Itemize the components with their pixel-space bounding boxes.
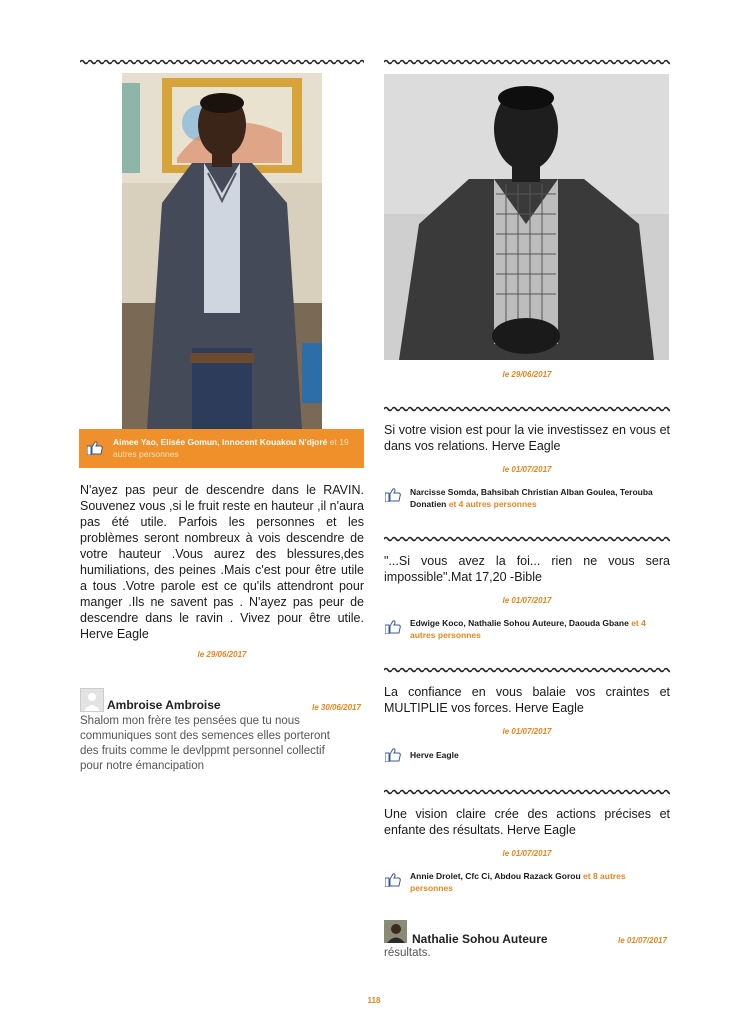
thumbs-up-icon[interactable]: [385, 873, 401, 887]
comment-date: le 30/06/2017: [312, 703, 361, 712]
avatar: [384, 920, 407, 943]
post-text: La confiance en vous balaie vos craintes et MULTIPLIE vos forces. Herve Eagle: [384, 685, 670, 715]
comment-author[interactable]: Ambroise Ambroise: [107, 698, 221, 712]
thumbs-up-icon[interactable]: [385, 748, 401, 762]
like-row: [410, 617, 668, 641]
like-names[interactable]: Herve Eagle: [410, 750, 459, 760]
thumbs-up-icon[interactable]: [87, 441, 103, 455]
like-names[interactable]: Edwige Koco, Nathalie Sohou Auteure, Daouda Gbane: [410, 618, 629, 628]
comment-text: Shalom mon frère tes pensées que tu nous communiques sont des semences elles porteront des fruits comme le devlppmt personnel collectif pour notre émancipation: [80, 715, 330, 772]
thumbs-up-icon[interactable]: [385, 620, 401, 634]
post-text: "...Si vous avez la foi... rien ne vous sera impossible".Mat 17,20 -Bible: [384, 554, 670, 584]
separator-wave: [384, 58, 670, 66]
page-number: 118: [367, 996, 381, 1005]
post-text: Une vision claire crée des actions précises et enfante des résultats. Herve Eagle: [384, 807, 670, 837]
comment-author[interactable]: Nathalie Sohou Auteure: [412, 932, 548, 946]
comment-date: le 01/07/2017: [618, 936, 667, 945]
separator-wave: [384, 666, 670, 674]
post-text: Si votre vision est pour la vie investissez en vous et dans vos relations. Herve Eagle: [384, 423, 670, 453]
separator-wave: [384, 788, 670, 796]
photo-portrait-right: [384, 74, 669, 360]
separator-wave: [384, 535, 670, 543]
avatar: [80, 688, 104, 712]
photo-date: le 29/06/2017: [502, 370, 552, 379]
separator-wave: [80, 58, 364, 66]
like-others[interactable]: et 4 autres personnes: [410, 618, 646, 640]
post-date: le 01/07/2017: [502, 727, 552, 736]
like-names[interactable]: Aimee Yao, Elisée Gomun, Innocent Kouakou N'djoré: [113, 437, 328, 447]
like-others[interactable]: et 4 autres personnes: [448, 499, 537, 509]
like-banner: [79, 429, 364, 468]
separator-wave: [384, 405, 670, 413]
thumbs-up-icon[interactable]: [385, 488, 401, 502]
post-text: N'ayez pas peur de descendre dans le RAVIN. Souvenez vous ,si le fruit reste en hauteur ,il n'aura pas été utile. Parfois les personnes et les problèmes seront nombreux à vois descendre de votre hauteur .Vous aurez des blessures,des humiliations, des peines .Mais c'est pour être utile a tous .Votre parole est ce qu'ils attendront pour manger .Ils ne savent pas . N'ayez pas peur de descendre dans le ravin . Vivez pour être utile. Herve Eagle: [80, 483, 364, 641]
like-names[interactable]: Narcisse Somda, Bahsibah Christian Alban Goulea, Terouba Donatien: [410, 487, 653, 509]
like-others[interactable]: et 19 autres personnes: [113, 437, 349, 459]
post-date: le 01/07/2017: [502, 596, 552, 605]
like-row: [410, 486, 668, 510]
like-others[interactable]: et 8 autres personnes: [410, 871, 626, 893]
like-row: [410, 749, 668, 761]
comment-text: résultats.: [384, 947, 431, 959]
post-date: le 01/07/2017: [502, 849, 552, 858]
like-row: [410, 870, 668, 894]
photo-portrait-left: [122, 73, 322, 429]
like-names[interactable]: Annie Drolet, Cfc Ci, Abdou Razack Gorou: [410, 871, 581, 881]
post-date: le 29/06/2017: [197, 650, 247, 659]
post-date: le 01/07/2017: [502, 465, 552, 474]
